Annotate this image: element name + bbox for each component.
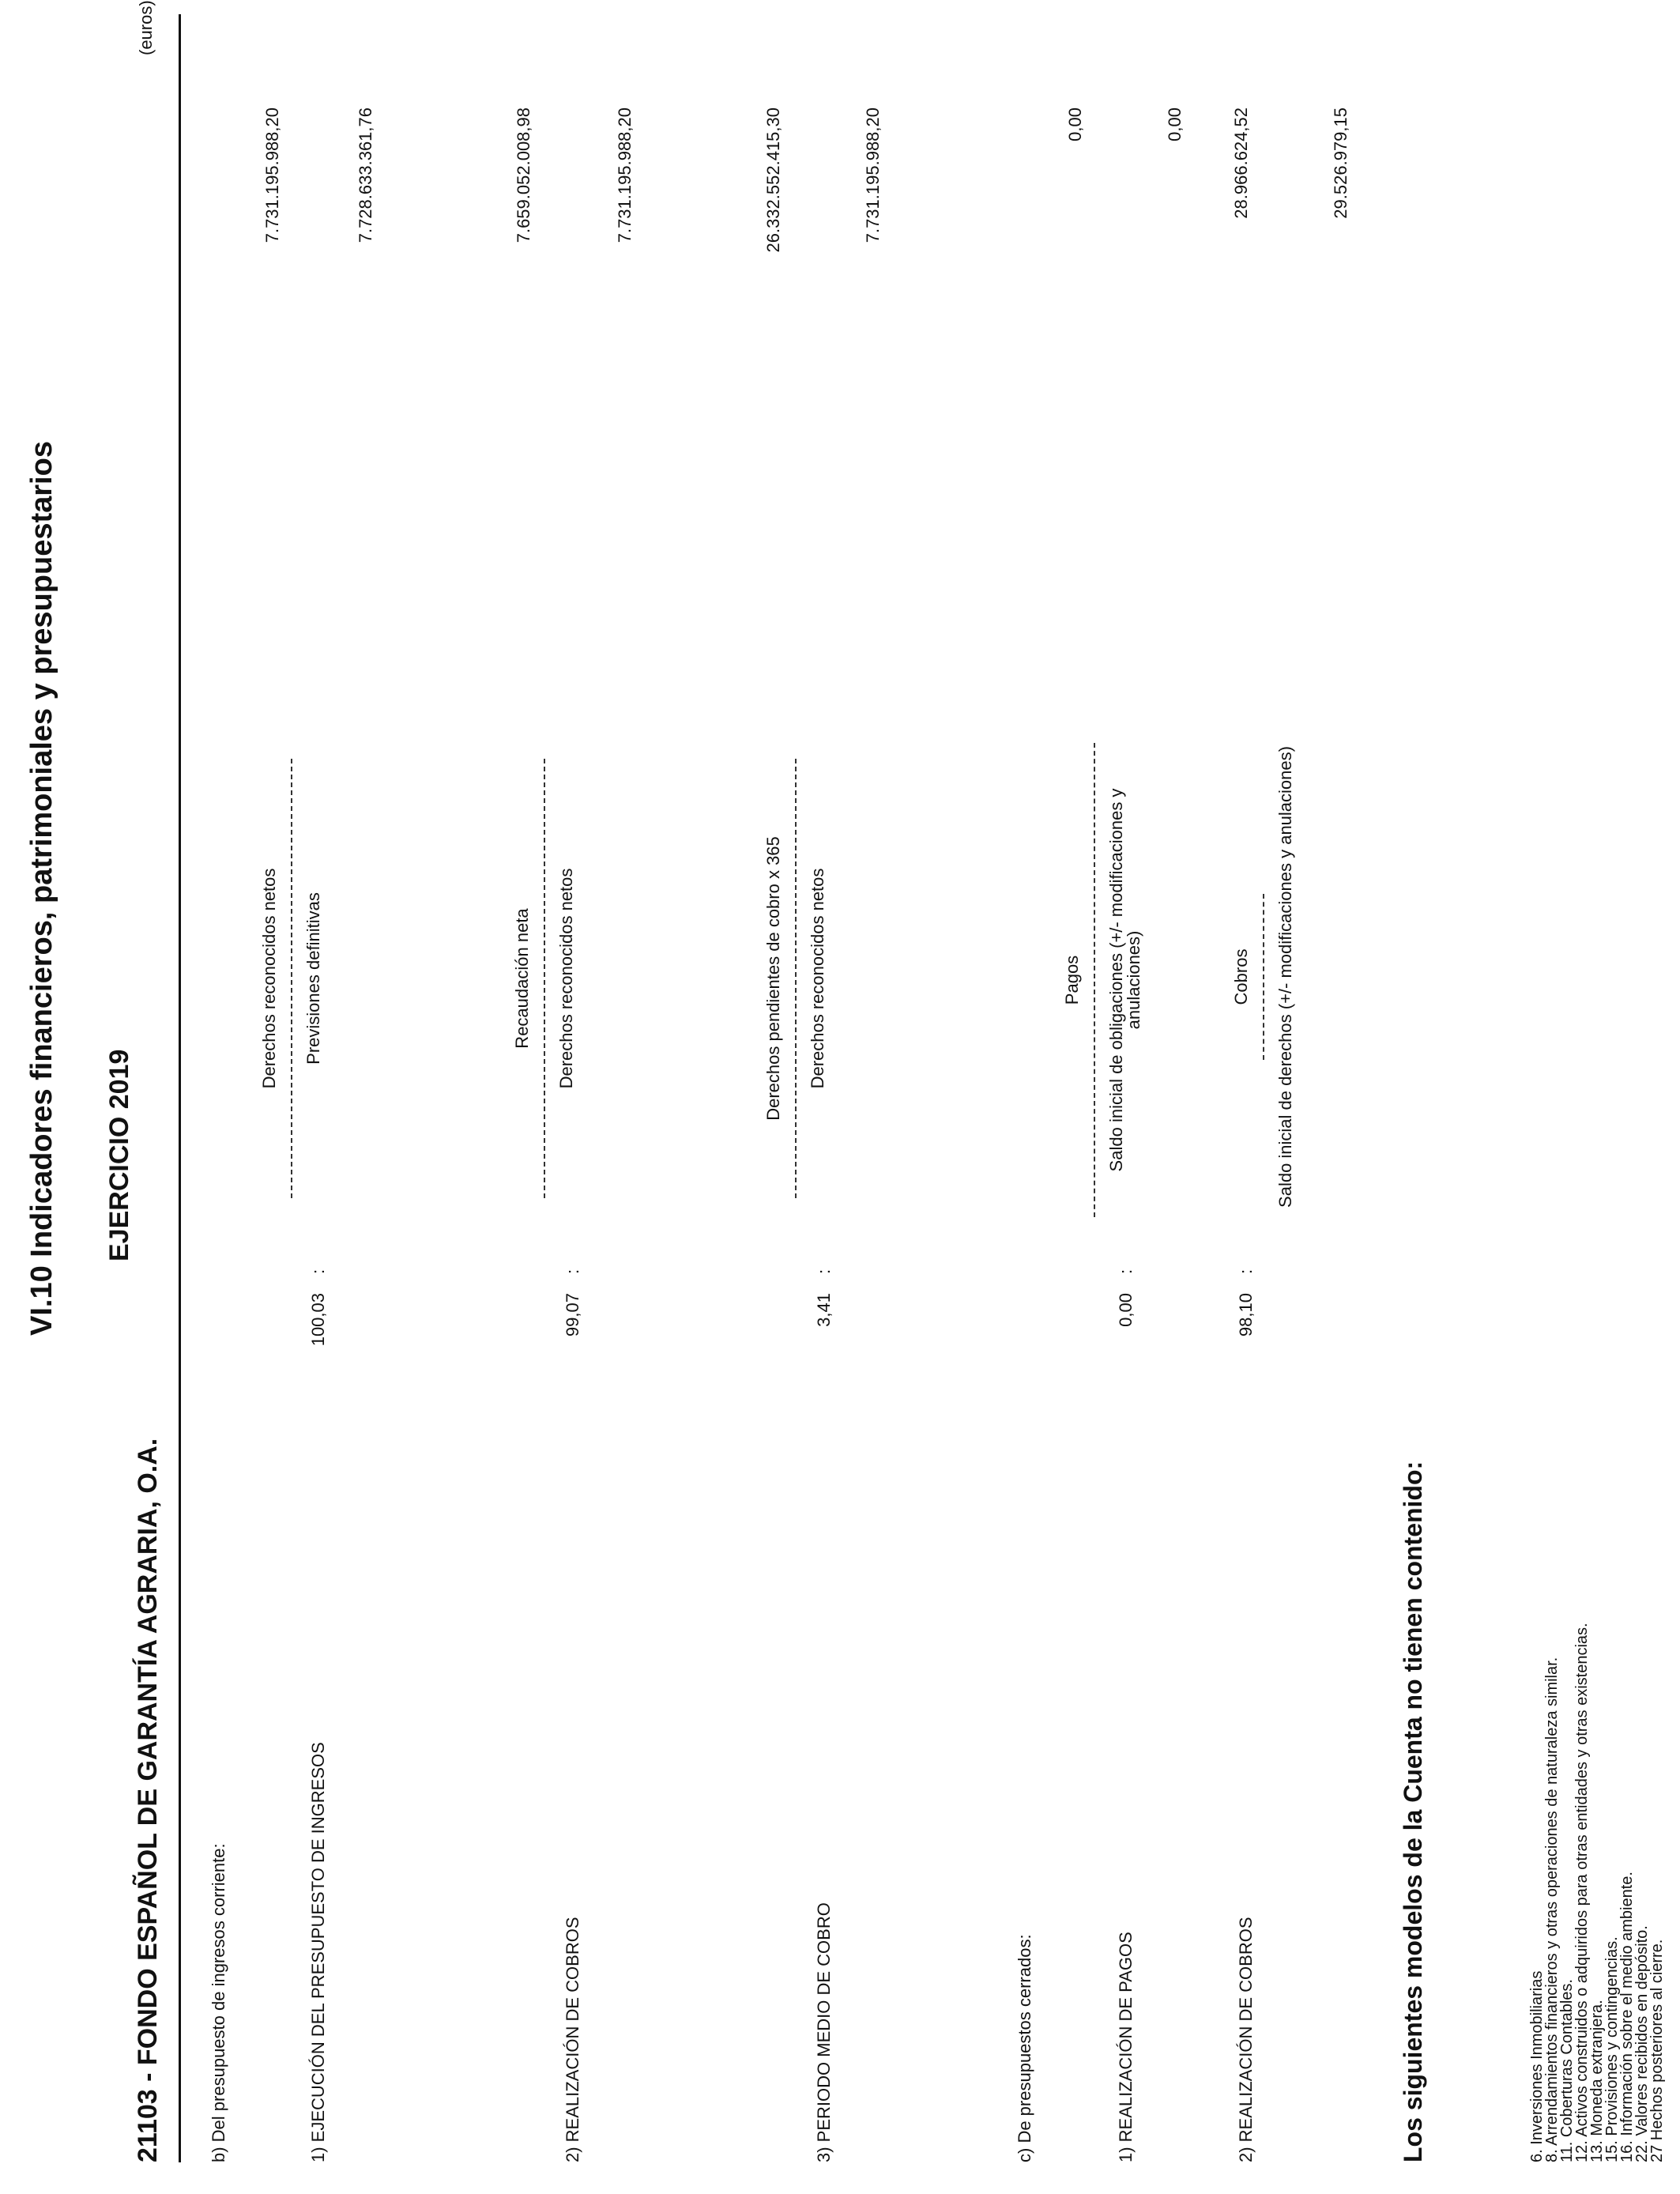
indicator-value: 99,07 bbox=[563, 1293, 582, 1337]
header-rule bbox=[179, 14, 181, 2162]
list-item: 27 Hechos posteriores al cierre. bbox=[1648, 1939, 1666, 2162]
indicator-fraction bbox=[261, 759, 322, 1198]
list-item: 6. Inversiones Inmobiliarias bbox=[1528, 1970, 1546, 2162]
fraction-denominator: Derechos reconocidos netos bbox=[556, 868, 576, 1089]
indicator-value: 98,10 bbox=[1236, 1293, 1256, 1337]
indicator-colon: : bbox=[563, 1269, 582, 1274]
numerator-amount: 26.332.552.415,30 bbox=[763, 107, 783, 253]
list-item: 15. Provisiones y contingencias. bbox=[1603, 1936, 1621, 2162]
indicator-fraction bbox=[1233, 661, 1294, 1293]
fraction-numerator: Derechos pendientes de cobro x 365 bbox=[763, 836, 783, 1121]
indicator-colon: : bbox=[1116, 1269, 1136, 1274]
list-item: 12. Activos construidos o adquiridos para otras entidades y otras existencias. bbox=[1573, 1623, 1591, 2162]
entity-title: 21103 - FONDO ESPAÑOL DE GARANTÍA AGRARIA, O.A. bbox=[133, 1438, 163, 2162]
list-item: 22. Valores recibidos en depósito. bbox=[1633, 1925, 1651, 2162]
indicator-colon: : bbox=[308, 1269, 328, 1274]
indicator-fraction bbox=[765, 759, 827, 1198]
denominator-amount: 7.728.633.361,76 bbox=[356, 107, 375, 243]
indicator-label: 3) PERIODO MEDIO DE COBRO bbox=[814, 1902, 834, 2162]
denominator-amount: 29.526.979,15 bbox=[1331, 107, 1350, 219]
indicator-label: 2) REALIZACIÓN DE COBROS bbox=[1236, 1917, 1256, 2162]
denominator-amount: 7.731.195.988,20 bbox=[615, 107, 635, 243]
section-b-heading: b) Del presupuesto de ingresos corriente: bbox=[209, 1843, 228, 2162]
section-c-heading: c) De presupuestos cerrados: bbox=[1015, 1934, 1034, 2162]
footer-heading: Los siguientes modelos de la Cuenta no tienen contenido: bbox=[1399, 1461, 1427, 2162]
fraction-denominator: Saldo inicial de derechos (+/- modificaciones y anulaciones) bbox=[1275, 746, 1295, 1208]
fraction-numerator: Pagos bbox=[1062, 955, 1082, 1005]
indicator-colon: : bbox=[814, 1269, 834, 1274]
page-title: VI.10 Indicadores financieros, patrimoniales y presupuestarios bbox=[25, 441, 58, 1336]
indicator-label: 2) REALIZACIÓN DE COBROS bbox=[563, 1917, 582, 2162]
indicator-value: 100,03 bbox=[308, 1293, 328, 1347]
denominator-amount: 0,00 bbox=[1165, 107, 1185, 141]
indicator-label: 1) EJECUCIÓN DEL PRESUPUESTO DE INGRESOS bbox=[308, 1742, 328, 2162]
footer-list bbox=[1530, 1623, 1665, 2162]
indicator-value: 3,41 bbox=[814, 1293, 834, 1327]
fraction-denominator: Saldo inicial de obligaciones (+/- modificaciones y anulaciones) bbox=[1106, 788, 1143, 1172]
numerator-amount: 7.659.052.008,98 bbox=[514, 107, 533, 243]
fraction-denominator: Derechos reconocidos netos bbox=[808, 868, 827, 1089]
indicator-value: 0,00 bbox=[1116, 1293, 1136, 1327]
fraction-numerator: Derechos reconocidos netos bbox=[259, 868, 279, 1089]
fraction-numerator: Recaudación neta bbox=[512, 908, 532, 1049]
indicator-fraction bbox=[514, 759, 575, 1198]
numerator-amount: 28.966.624,52 bbox=[1231, 107, 1251, 219]
exercise-title: EJERCICIO 2019 bbox=[104, 1049, 134, 1261]
fraction-denominator: Previsiones definitivas bbox=[303, 892, 323, 1065]
indicator-colon: : bbox=[1236, 1269, 1256, 1274]
denominator-amount: 7.731.195.988,20 bbox=[863, 107, 883, 243]
list-item: 13. Moneda extranjera. bbox=[1588, 2000, 1606, 2162]
list-item: 11. Coberturas Contables. bbox=[1558, 1979, 1576, 2162]
numerator-amount: 7.731.195.988,20 bbox=[262, 107, 282, 243]
currency-label: (euros) bbox=[136, 0, 156, 55]
fraction-numerator: Cobros bbox=[1231, 948, 1251, 1005]
list-item: 8. Arrendamientos financieros y otras operaciones de naturaleza similar. bbox=[1543, 1657, 1561, 2162]
indicator-fraction bbox=[1064, 743, 1143, 1217]
list-item: 16. Información sobre el medio ambiente. bbox=[1618, 1872, 1636, 2162]
numerator-amount: 0,00 bbox=[1065, 107, 1085, 141]
indicator-label: 1) REALIZACIÓN DE PAGOS bbox=[1116, 1932, 1136, 2162]
